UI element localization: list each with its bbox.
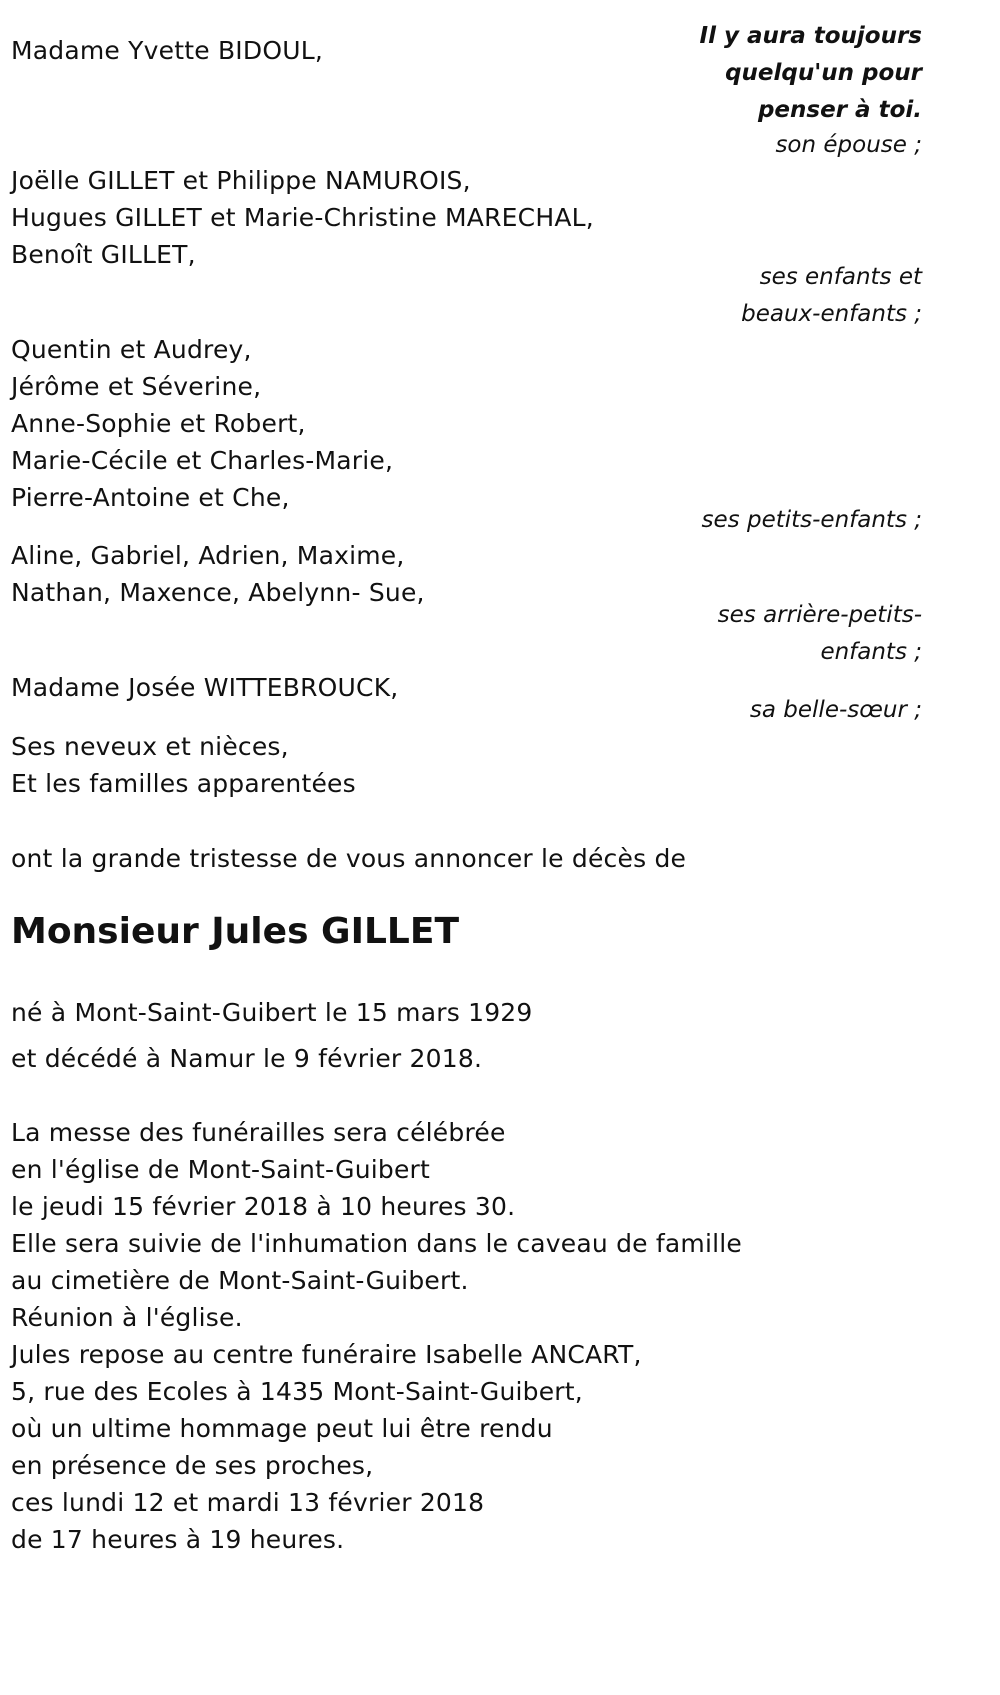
grandchild-line: Anne-Sophie et Robert, [11, 409, 306, 438]
children-relation-line-2: beaux-enfants ; [741, 301, 922, 327]
grandchild-line: Jérôme et Séverine, [11, 372, 262, 401]
great-grandchild-line: Nathan, Maxence, Abelynn- Sue, [11, 578, 425, 607]
great-grandchild-line: Aline, Gabriel, Adrien, Maxime, [11, 541, 405, 570]
funeral-detail-line: ces lundi 12 et mardi 13 février 2018 [11, 1488, 485, 1517]
grandchild-line: Quentin et Audrey, [11, 335, 252, 364]
announcement-text: ont la grande tristesse de vous annoncer le décès de [11, 844, 687, 873]
funeral-detail-line: Réunion à l'église. [11, 1303, 243, 1332]
funeral-detail-line: le jeudi 15 février 2018 à 10 heures 30. [11, 1192, 516, 1221]
funeral-detail-line: La messe des funérailles sera célébrée [11, 1118, 506, 1147]
memorial-quote-line-2: quelqu'un pour [725, 60, 922, 86]
birth-info: né à Mont-Saint-Guibert le 15 mars 1929 [11, 998, 533, 1027]
funeral-detail-line: en l'église de Mont-Saint-Guibert [11, 1155, 431, 1184]
memorial-quote-line-1: Il y aura toujours [699, 23, 922, 49]
sister-in-law-relation: sa belle-sœur ; [749, 697, 922, 723]
funeral-detail-line: Jules repose au centre funéraire Isabelle ANCART, [11, 1340, 642, 1369]
funeral-detail-line: 5, rue des Ecoles à 1435 Mont-Saint-Guibert, [11, 1377, 583, 1406]
funeral-detail-line: de 17 heures à 19 heures. [11, 1525, 345, 1554]
funeral-detail-line: où un ultime hommage peut lui être rendu [11, 1414, 553, 1443]
children-relation-line-1: ses enfants et [759, 264, 922, 290]
spouse-relation: son épouse ; [775, 132, 922, 158]
funeral-detail-line: Elle sera suivie de l'inhumation dans le caveau de famille [11, 1229, 742, 1258]
memorial-quote-line-3: penser à toi. [757, 97, 922, 123]
other-family-line: Et les familles apparentées [11, 769, 356, 798]
great-grandchildren-relation-line-1: ses arrière-petits- [717, 602, 922, 628]
deceased-name: Monsieur Jules GILLET [11, 911, 459, 952]
grandchild-line: Pierre-Antoine et Che, [11, 483, 290, 512]
other-family-line: Ses neveux et nièces, [11, 732, 289, 761]
child-line: Hugues GILLET et Marie-Christine MARECHAL, [11, 203, 594, 232]
funeral-detail-line: en présence de ses proches, [11, 1451, 374, 1480]
great-grandchildren-relation-line-2: enfants ; [820, 639, 922, 665]
funeral-detail-line: au cimetière de Mont-Saint-Guibert. [11, 1266, 469, 1295]
grandchildren-relation: ses petits-enfants ; [701, 507, 922, 533]
death-info: et décédé à Namur le 9 février 2018. [11, 1044, 483, 1073]
child-line: Joëlle GILLET et Philippe NAMUROIS, [11, 166, 471, 195]
grandchild-line: Marie-Cécile et Charles-Marie, [11, 446, 394, 475]
spouse-name: Madame Yvette BIDOUL, [11, 36, 323, 65]
sister-in-law-name: Madame Josée WITTEBROUCK, [11, 673, 399, 702]
child-line: Benoît GILLET, [11, 240, 196, 269]
